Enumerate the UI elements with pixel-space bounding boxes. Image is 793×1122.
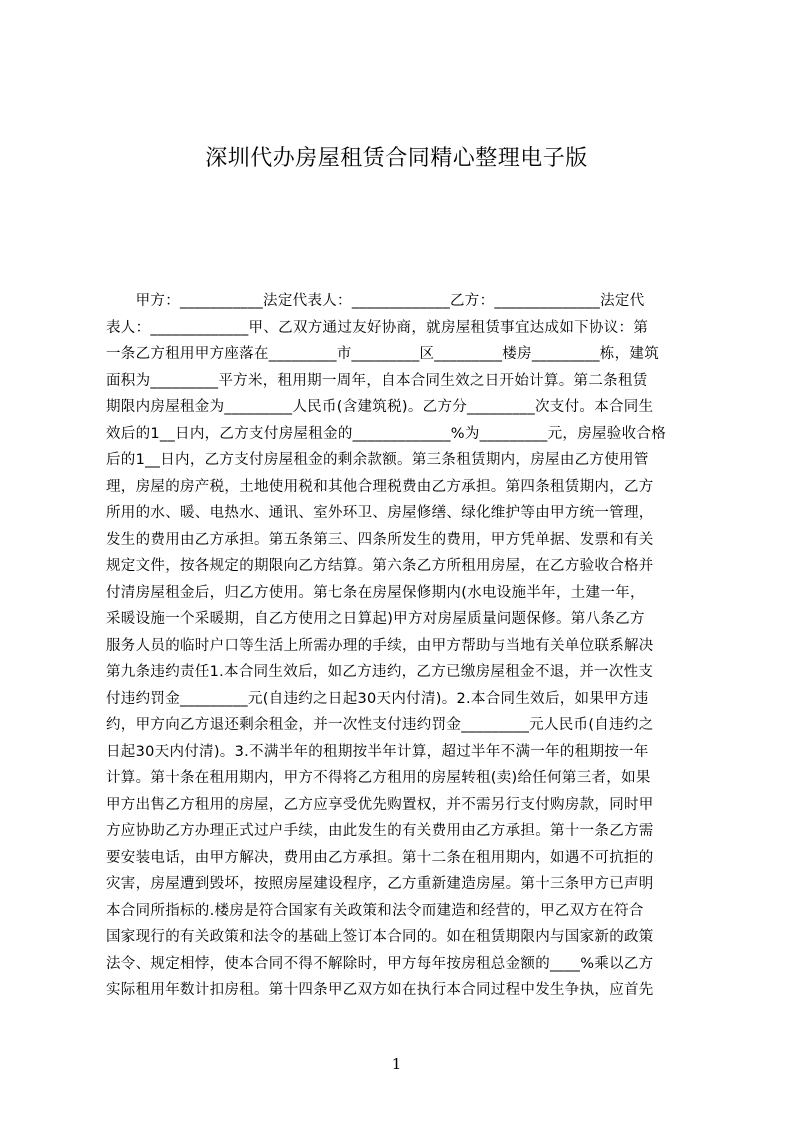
document-title: 深圳代办房屋租赁合同精心整理电子版 bbox=[205, 146, 588, 171]
page-number: 1 bbox=[391, 1055, 402, 1073]
body-line: 服务人员的临时户口等生活上所需办理的手续，由甲方帮助与当地有关单位联系解决 bbox=[106, 637, 654, 654]
body-line: 付违约罚金_________元(自违约之日起30天内付清)。2.本合同生效后，如果甲方违 bbox=[106, 690, 649, 707]
body-line: 效后的1__日内，乙方支付房屋租金的_____________%为_________元，房屋验收合格 bbox=[106, 425, 667, 442]
body-line: 付清房屋租金后，归乙方使用。第七条在房屋保修期内(水电设施半年，土建一年， bbox=[106, 584, 645, 601]
body-line: 日起30天内付清)。3.不满半年的租期按半年计算，超过半年不满一年的租期按一年 bbox=[106, 743, 649, 760]
body-line: 约，甲方向乙方退还剩余租金，并一次性支付违约罚金_________元人民币(自违约之 bbox=[106, 717, 654, 733]
body-line: 要安装电话，由甲方解决，费用由乙方承担。第十二条在租用期内，如遇不可抗拒的 bbox=[106, 849, 654, 866]
body-line: 灾害，房屋遭到毁坏，按照房屋建设程序，乙方重新建造房屋。第十三条甲方已声明 bbox=[106, 876, 654, 892]
body-line: 实际租用年数计扣房租。第十四条甲乙双方如在执行本合同过程中发生争执，应首先 bbox=[106, 982, 654, 998]
body-line: 方应协助乙方办理正式过户手续，由此发生的有关费用由乙方承担。第十一条乙方需 bbox=[106, 823, 654, 839]
body-line: 所用的水、暖、电热水、通讯、室外环卫、房屋修缮、绿化维护等由甲方统一管理， bbox=[106, 505, 654, 521]
body-line: 采暖设施一个采暖期，自乙方使用之日算起)甲方对房屋质量问题保修。第八条乙方 bbox=[106, 611, 645, 627]
body-line: 甲方出售乙方租用的房屋，乙方应享受优先购置权，并不需另行支付购房款，同时甲 bbox=[106, 796, 654, 813]
body-line: 发生的费用由乙方承担。第五条第三、四条所发生的费用，甲方凭单据、发票和有关 bbox=[106, 531, 654, 548]
body-line: 理，房屋的房产税，土地使用税和其他合理税费由乙方承担。第四条租赁期内，乙方 bbox=[106, 478, 654, 495]
body-line: 规定文件，按各规定的期限向乙方结算。第六条乙方所租用房屋，在乙方验收合格并 bbox=[106, 558, 654, 574]
body-line: 一条乙方租用甲方座落在_________市_________区_________楼房_________栋，建筑 bbox=[106, 346, 659, 362]
body-line: 表人：_____________甲、乙双方通过友好协商，就房屋租赁事宜达成如下协议：第 bbox=[106, 319, 649, 336]
body-line: 甲方：___________法定代表人：_____________乙方：______________法定代 bbox=[106, 293, 645, 309]
body-line: 期限内房屋租金为_________人民币(含建筑税)。乙方分_________次支付。本合同生 bbox=[106, 399, 654, 415]
body-line: 法令、规定相悖，使本合同不得不解除时，甲方每年按房租总金额的____%乘以乙方 bbox=[106, 955, 654, 972]
body-line: 面积为_________平方米，租用期一周年，自本合同生效之日开始计算。第二条租赁 bbox=[106, 372, 648, 389]
body-line: 第九条违约责任1.本合同生效后，如乙方违约，乙方已缴房屋租金不退，并一次性支 bbox=[106, 664, 654, 680]
body-line: 本合同所指标的.楼房是符合国家有关政策和法令而建造和经营的，甲乙双方在符合 bbox=[106, 902, 644, 919]
body-line: 国家现行的有关政策和法令的基础上签订本合同的。如在租赁期限内与国家新的政策 bbox=[106, 929, 654, 945]
contract-body bbox=[106, 288, 699, 1004]
body-line: 后的1__日内，乙方支付房屋租金的剩余款额。第三条租赁期内，房屋由乙方使用管 bbox=[106, 452, 649, 468]
body-line: 计算。第十条在租用期内，甲方不得将乙方租用的房屋转租(卖)给任何第三者，如果 bbox=[106, 770, 651, 786]
